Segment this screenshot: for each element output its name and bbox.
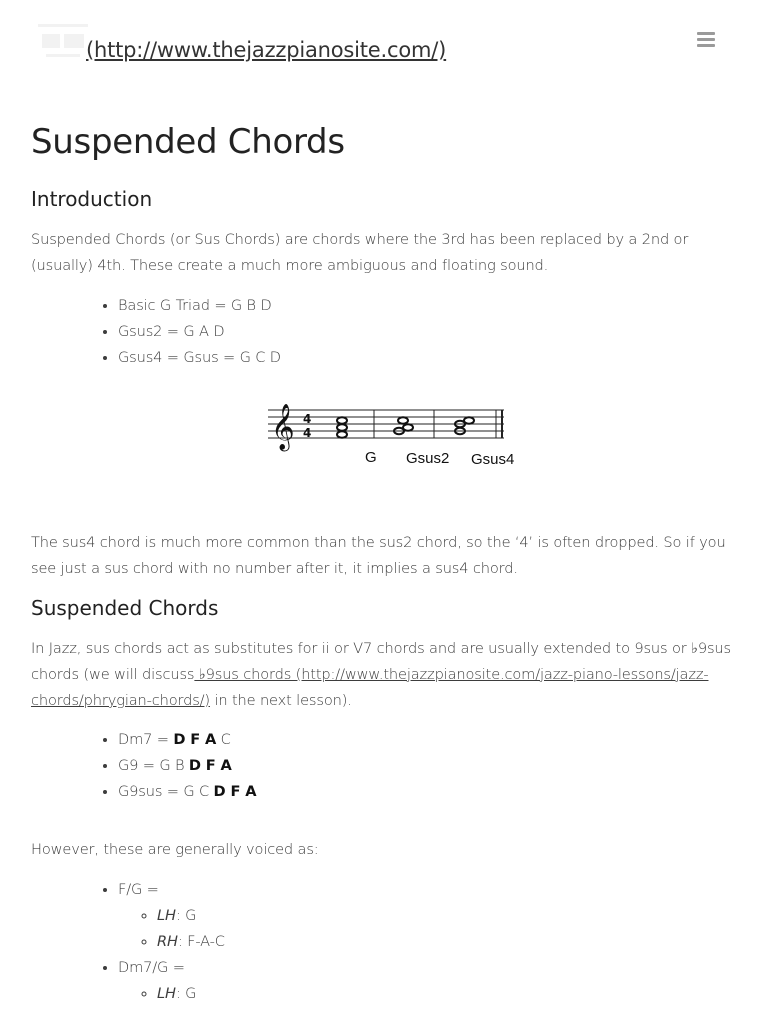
list-item: • Basic G Triad = G B D xyxy=(118,293,281,319)
list-item: • Dm7 = D F A C xyxy=(118,727,256,753)
section-heading-introduction: Introduction xyxy=(31,187,153,211)
treble-clef-icon: 𝄞 xyxy=(271,404,295,450)
voicing-sublist xyxy=(118,981,225,1007)
list-item: • G9 = G B D F A xyxy=(118,753,256,779)
time-signature-bottom: 4 xyxy=(303,426,312,440)
chord-label-g: G xyxy=(365,449,377,466)
chord-g-notes xyxy=(337,417,347,437)
sus4-paragraph: The sus4 chord is much more common than the sus2 chord, so the ‘4’ is often dropped. So if you see just a sus chord with no number after it, it implies a sus4 chord. xyxy=(31,534,726,577)
chord-gsus4-notes xyxy=(455,417,474,434)
list-item: ◦ LH: G xyxy=(157,903,225,929)
jazz-chord-list xyxy=(31,727,256,805)
list-item: ◦ LH: G xyxy=(157,981,225,1007)
section-heading-suspended-chords: Suspended Chords xyxy=(31,596,219,620)
chord-label-gsus2: Gsus2 xyxy=(406,450,450,467)
voicing-sublist xyxy=(118,903,225,955)
chord-label-gsus4: Gsus4 xyxy=(471,451,515,468)
list-item: • Gsus4 = Gsus = G C D xyxy=(118,345,281,371)
phrygian-chords-link[interactable]: ♭9sus chords (http://www.thejazzpianosite.com/jazz-piano-lessons/jazz-chords/phrygian-chords/) xyxy=(31,666,709,709)
intro-paragraph: Suspended Chords (or Sus Chords) are chords where the 3rd has been replaced by a 2nd or (usually) 4th. These create a much more ambiguous and floating sound. xyxy=(31,231,689,274)
site-home-link[interactable]: (http://www.thejazzpianosite.com/) xyxy=(86,38,447,62)
jazz-paragraph xyxy=(31,636,739,714)
site-logo-icon xyxy=(36,20,90,64)
site-header xyxy=(0,0,768,100)
hamburger-menu-icon[interactable] xyxy=(697,32,715,48)
list-item: • F/G = ◦ LH: G ◦ RH: F-A-C xyxy=(118,877,225,955)
intro-chord-list xyxy=(31,293,281,371)
jazz-paragraph-text: In Jazz, sus chords act as substitutes for ii or V7 chords and are usually extended to 9sus or ♭9sus chords (we will discuss xyxy=(31,640,731,683)
list-item: • Gsus2 = G A D xyxy=(118,319,281,345)
list-item: • G9sus = G C D F A xyxy=(118,779,256,805)
chord-gsus2-notes xyxy=(394,417,413,434)
list-item: • Dm7/G = ◦ LH: G xyxy=(118,955,225,1007)
list-item: ◦ RH: F-A-C xyxy=(157,929,225,955)
voicing-list xyxy=(31,877,225,1007)
jazz-paragraph-end: in the next lesson). xyxy=(209,692,352,709)
time-signature-top: 4 xyxy=(303,412,312,426)
chord-notation-image xyxy=(268,402,515,482)
voicing-intro-paragraph: However, these are generally voiced as: xyxy=(31,841,319,858)
page-title: Suspended Chords xyxy=(31,122,345,162)
